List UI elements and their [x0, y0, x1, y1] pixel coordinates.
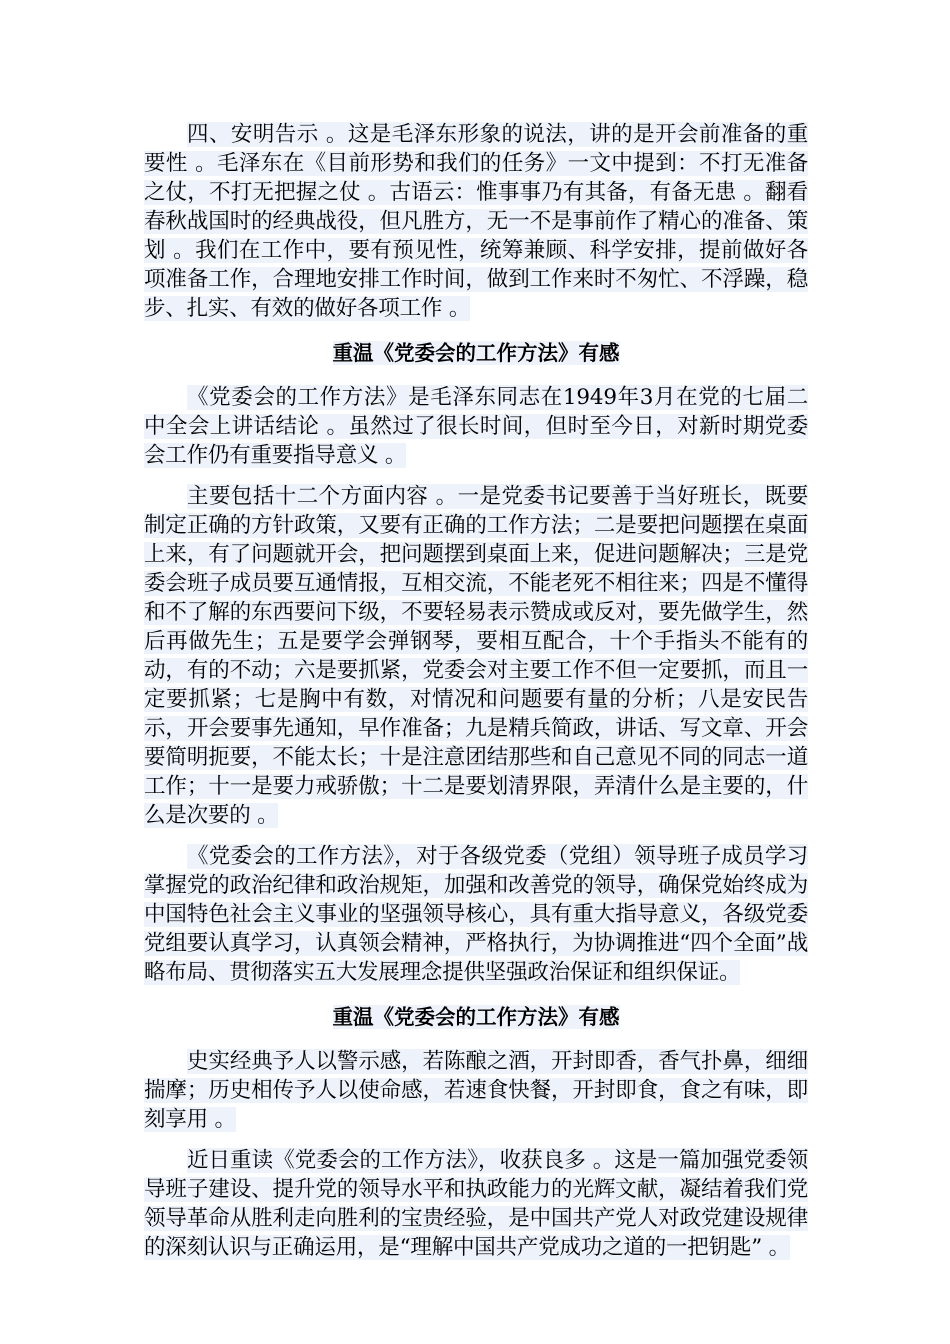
paragraph-history [144, 1047, 808, 1134]
paragraph-text: 主要包括十二个方面内容 。一是党委书记要善于当好班长，既要制定正确的方针政策，又要有正确的工作方法；二是要把问题摆在桌面上来，有了问题就开会，把问题摆到桌面上来，促进问题解决；三是党委会班子成员要互通情报，互相交流，不能老死不相往来；四是不懂得和不了解的东西要问下级，不要轻易表示赞成或反对，要先做学生，然后再做先生；五是要学会弹钢琴，要相互配合，十个手指头不能有的动，有的不动；六是要抓紧，党委会对主要工作不但一定要抓，而且一定要抓紧；七是胸中有数，对情况和问题要有量的分析；八是安民告示，开会要事先通知，早作准备；九是精兵简政，讲话、写文章、开会要简明扼要，不能太长；十是注意团结那些和自己意见不同的同志一道工作；十一是要力戒骄傲；十二是要划清界限，弄清什么是主要的，什么是次要的 。 [144, 484, 808, 828]
paragraph-text: 四、安明告示 。这是毛泽东形象的说法，讲的是开会前准备的重要性 。毛泽东在《目前形势和我们的任务》一文中提到：不打无准备之仗，不打无把握之仗 。古语云：惟事事乃有其备，有备无患 。翻看春秋战国时的经典战役，但凡胜方，无一不是事前作了精心的准备、策划 。我们在工作中，要有预见性，统筹兼顾、科学安排，提前做好各项准备工作，合理地安排工作时间，做到工作来时不匆忙、不浮躁，稳步、扎实、有效的做好各项工作 。 [144, 122, 808, 321]
paragraph-twelve-points [144, 482, 808, 830]
paragraph-text: 《党委会的工作方法》，对于各级党委（党组）领导班子成员学习掌握党的政治纪律和政治规矩，加强和改善党的领导，确保党始终成为中国特色社会主义事业的坚强领导核心，具有重大指导意义，各级党委党组要认真学习，认真领会精神，严格执行，为协调推进“四个全面”战略布局、贯彻落实五大发展理念提供坚强政治保证和组织保证。 [144, 844, 808, 985]
paragraph-text: 史实经典予人以警示感，若陈酿之酒，开封即香，香气扑鼻，细细揣摩；历史相传予人以使命感，若速食快餐，开封即食，食之有味，即刻享用 。 [144, 1049, 808, 1132]
section-heading-1 [144, 339, 808, 367]
paragraph-text: 近日重读《党委会的工作方法》，收获良多 。这是一篇加强党委领导班子建设、提升党的领导水平和执政能力的光辉文献，凝结着我们党领导革命从胜利走向胜利的宝贵经验，是中国共产党人对政党建设规律的深刻认识与正确运用，是“理解中国共产党成功之道的一把钥匙” 。 [144, 1148, 808, 1260]
paragraph-intro [144, 383, 808, 470]
paragraph-text: 《党委会的工作方法》是毛泽东同志在1949年3月在党的七届二中全会上讲话结论 。虽然过了很长时间，但时至今日，对新时期党委会工作仍有重要指导意义 。 [144, 385, 808, 468]
paragraph-significance [144, 842, 808, 987]
paragraph-reread [144, 1146, 808, 1262]
heading-text: 重温《党委会的工作方法》有感 [332, 1005, 620, 1029]
paragraph-anming-gaoshi [144, 120, 808, 323]
document-page [144, 120, 808, 1262]
heading-text: 重温《党委会的工作方法》有感 [332, 341, 620, 365]
section-heading-2 [144, 1003, 808, 1031]
